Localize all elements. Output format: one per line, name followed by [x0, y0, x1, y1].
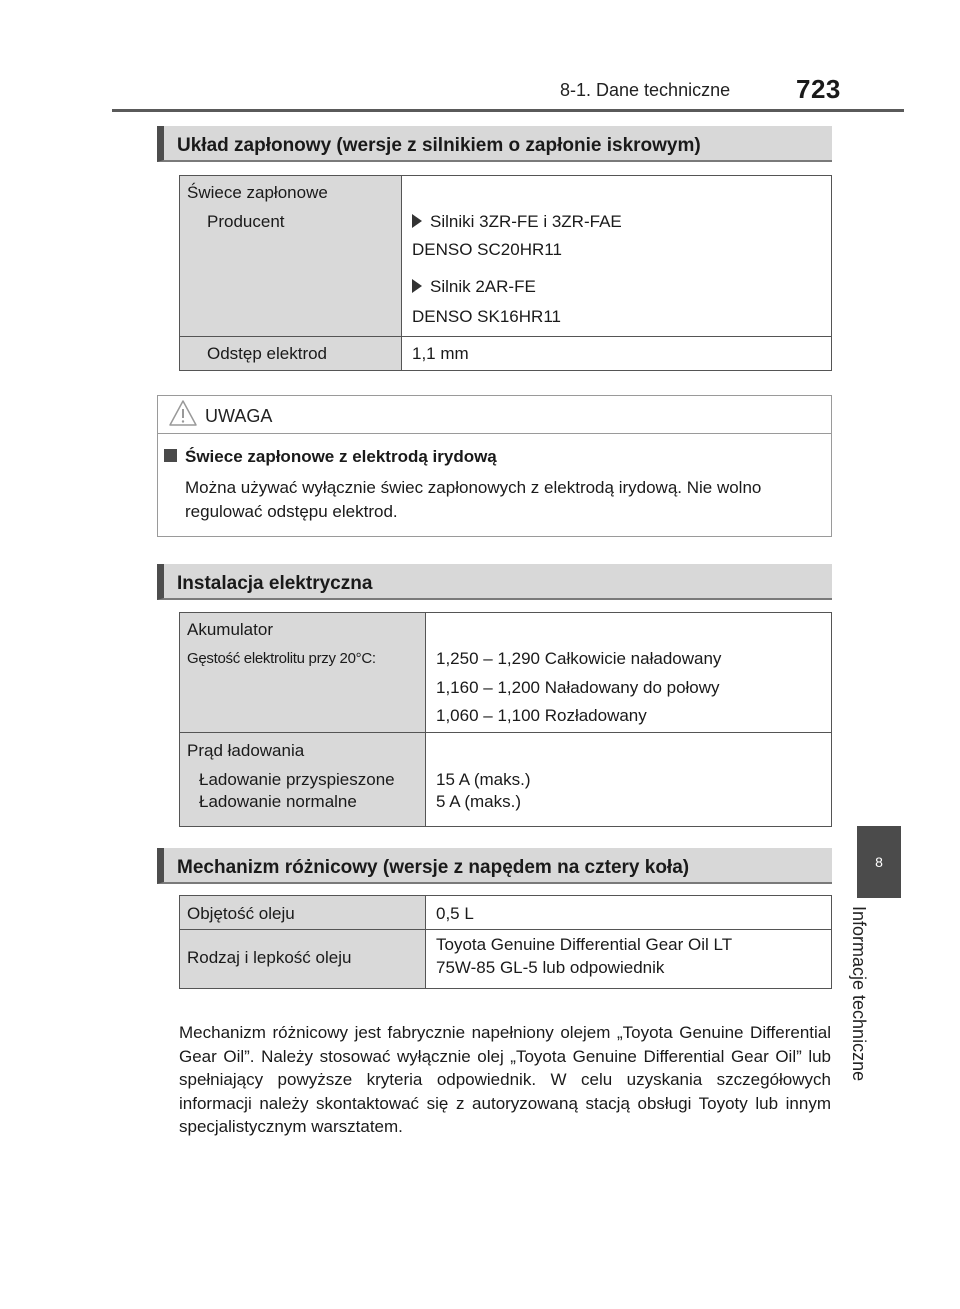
- caution-heading: UWAGA: [205, 406, 273, 426]
- spark-plug-label: Świece zapłonowe: [187, 183, 328, 202]
- spark-plug-row: [180, 176, 831, 337]
- chapter-label: [849, 906, 905, 1106]
- chapter-tab: 8: [857, 826, 901, 898]
- page-number: 723: [796, 74, 841, 104]
- battery-label: Akumulator: [187, 620, 273, 639]
- ignition-table: [179, 175, 832, 371]
- oil-type-label-cell: [180, 930, 426, 988]
- section-title: 8-1. Dane techniczne: [560, 80, 731, 100]
- electrode-gap-value: 1,1 mm: [412, 344, 469, 363]
- engine-2ar-label: Silnik 2AR-FE: [430, 277, 536, 296]
- oil-type-value-line1: Toyota Genuine Differential Gear Oil LT: [436, 935, 733, 954]
- oil-type-value-line2: 75W-85 GL-5 lub odpowiednik: [436, 958, 665, 977]
- oil-type-row: [180, 930, 831, 988]
- charging-label-cell: [180, 733, 426, 826]
- density-half: 1,160 – 1,200 Naładowany do połowy: [436, 678, 720, 697]
- oil-capacity-row: [180, 896, 831, 930]
- differential-table: [179, 895, 832, 989]
- caution-box: [157, 395, 832, 537]
- differential-note: Mechanizm różnicowy jest fabrycznie napełniony olejem „Toyota Genuine Differential Gear Oil”. Należy stosować wyłącznie olej „Toyota Genuine Differential Gear Oil” lub spełniający powyższe kryteria odpowiednik. W celu uzyskania szczegółowych informacji należy skontaktować się z autoryzowaną stacją obsługi Toyoty lub innym specjalistycznym warsztatem.: [179, 1023, 831, 1136]
- spark-plug-label-cell: [180, 176, 402, 336]
- oil-capacity-label: Objętość oleju: [187, 904, 295, 923]
- normal-charge-value: 5 A (maks.): [436, 792, 522, 811]
- oil-capacity-label-cell: [180, 896, 426, 929]
- electrode-gap-row: [180, 337, 831, 370]
- charging-current-row: [180, 733, 831, 826]
- fast-charge-label: Ładowanie przyspieszone: [199, 770, 395, 789]
- electrode-gap-label: Odstęp elektrod: [207, 344, 328, 363]
- manufacturer-label: Producent: [207, 212, 285, 231]
- density-discharged: 1,060 – 1,100 Rozładowany: [436, 706, 647, 725]
- caution-header: [158, 396, 831, 434]
- fast-charge-value: 15 A (maks.): [436, 770, 531, 789]
- charging-current-label: Prąd ładowania: [187, 741, 305, 760]
- engine-3zr-label: Silniki 3ZR-FE i 3ZR-FAE: [430, 212, 622, 231]
- plug-sk16hr11: DENSO SK16HR11: [412, 307, 561, 326]
- warning-triangle-icon: [168, 398, 198, 428]
- electrode-gap-label-cell: [180, 337, 402, 370]
- oil-type-label: Rodzaj i lepkość oleju: [187, 948, 352, 967]
- electrical-table: [179, 612, 832, 827]
- header-rule: [112, 109, 904, 112]
- chapter-label-text: Informacje techniczne: [849, 906, 869, 1082]
- battery-label-cell: [180, 613, 426, 732]
- normal-charge-label: Ładowanie normalne: [199, 792, 357, 811]
- triangle-bullet-icon: [412, 214, 422, 228]
- plug-sc20hr11: DENSO SC20HR11: [412, 240, 562, 259]
- oil-capacity-value: 0,5 L: [436, 904, 474, 923]
- ignition-section-heading: Układ zapłonowy (wersje z silnikiem o zapłonie iskrowym): [157, 126, 832, 162]
- battery-row: [180, 613, 831, 733]
- page-header: [0, 0, 960, 112]
- density-full: 1,250 – 1,290 Całkowicie naładowany: [436, 649, 722, 668]
- differential-section-heading: Mechanizm różnicowy (wersje z napędem na cztery koła): [157, 848, 832, 884]
- caution-body: Można używać wyłącznie świec zapłonowych z elektrodą irydową. Nie wolno regulować odstępu elektrod.: [185, 478, 762, 521]
- caution-title: Świece zapłonowe z elektrodą irydową: [185, 447, 497, 466]
- triangle-bullet-icon: [412, 279, 422, 293]
- electrolyte-density-label: Gęstość elektrolitu przy 20°C:: [187, 650, 376, 667]
- square-bullet-icon: [164, 449, 177, 462]
- electrical-section-heading: Instalacja elektryczna: [157, 564, 832, 600]
